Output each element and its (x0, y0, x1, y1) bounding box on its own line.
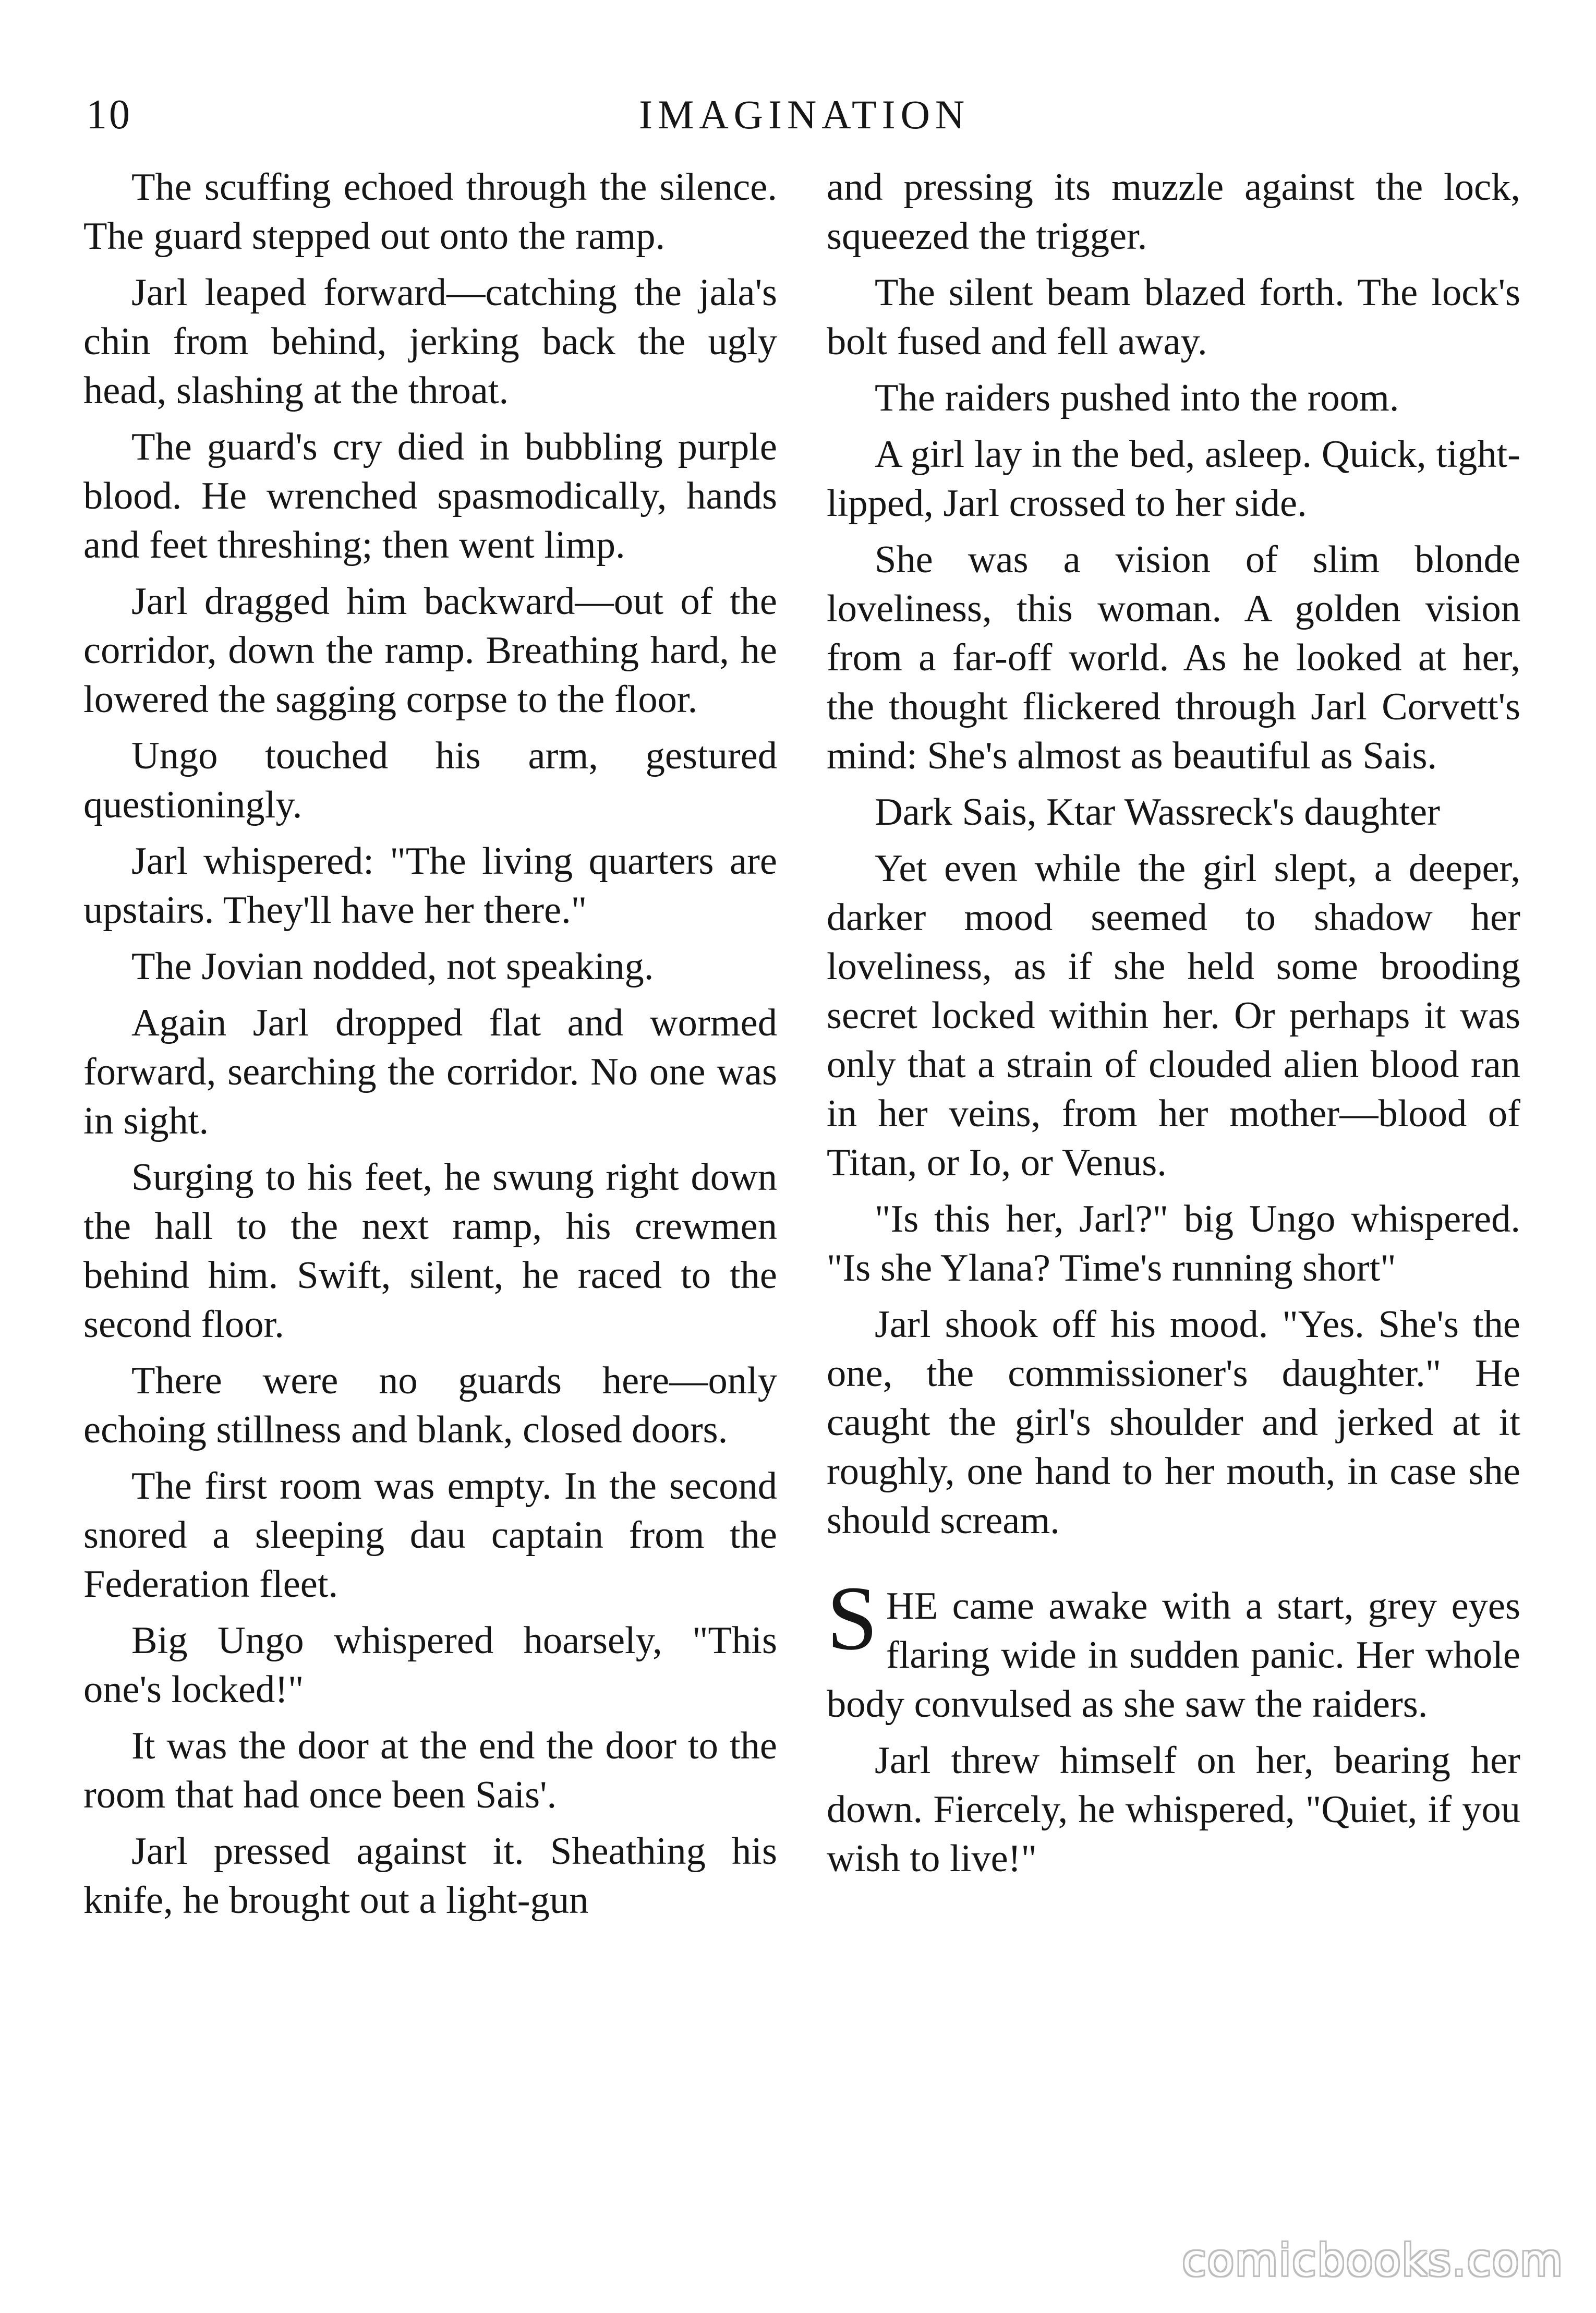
paragraph: Jarl leaped forward—catching the jala's chin from behind, jerking back the ugly head, slashing at the throat. (83, 271, 777, 412)
paragraph: Again Jarl dropped flat and wormed forward, searching the corridor. No one was in sight. (83, 1002, 777, 1142)
paragraph: It was the door at the end the door to the room that had once been Sais'. (83, 1725, 777, 1816)
paragraph: She was a vision of slim blonde loveliness, this woman. A golden vision from a far-off world. As he looked at her, the thought flickered through Jarl Corvett's mind: She's almost as beautiful as Sais. (827, 538, 1520, 777)
paragraph: Jarl pressed against it. Sheathing his knife, he brought out a light-gun (83, 1830, 777, 1922)
paragraph: Yet even while the girl slept, a deeper, darker mood seemed to shadow her loveliness, as if she held some brooding secret locked within her. Or perhaps it was only that a strain of clouded alien blood ran in her veins, from her mother—blood of Titan, or Io, or Venus. (827, 847, 1520, 1184)
paragraph: Jarl dragged him backward—out of the corridor, down the ramp. Breathing hard, he lowered the sagging corpse to the floor. (83, 580, 777, 721)
watermark-logo: comicbooks.com (1182, 2235, 1564, 2286)
paragraph: Jarl shook off his mood. "Yes. She's the one, the commissioner's daughter." He caught the girl's shoulder and jerked at it roughly, one hand to her mouth, in case she should scream. (827, 1303, 1520, 1542)
paragraph: The raiders pushed into the room. (875, 377, 1399, 419)
running-head: IMAGINATION (639, 92, 970, 137)
paragraph: Jarl whispered: "The living quarters are upstairs. They'll have her there." (83, 840, 777, 932)
paragraph: Ungo touched his arm, gestured questioningly. (83, 734, 777, 826)
page-number: 10 (86, 92, 132, 138)
paragraph: There were no guards here—only echoing stillness and blank, closed doors. (83, 1359, 777, 1451)
paragraph: The guard's cry died in bubbling purple blood. He wrenched spasmodically, hands and feet threshing; then went limp. (83, 426, 777, 567)
right-column (827, 163, 1520, 1890)
paragraph: Jarl threw himself on her, bearing her down. Fiercely, he whispered, "Quiet, if you wish to live!" (827, 1739, 1520, 1880)
paragraph-continued: and pressing its muzzle against the lock, squeezed the trigger. (827, 166, 1520, 258)
section-opening-paragraph (827, 1568, 1520, 1729)
paragraph: "Is this her, Jarl?" big Ungo whispered. "Is she Ylana? Time's running short" (827, 1198, 1520, 1290)
paragraph: The Jovian nodded, not speaking. (131, 945, 654, 988)
page-header (0, 91, 1596, 138)
section-opening-text: HE came awake with a start, grey eyes flaring wide in sudden panic. Her whole body convulsed as she saw the raiders. (827, 1585, 1520, 1726)
paragraph: The first room was empty. In the second snored a sleeping dau captain from the Federation fleet. (83, 1465, 777, 1606)
paragraph: Big Ungo whispered hoarsely, "This one's locked!" (83, 1619, 777, 1711)
drop-cap: S (827, 1568, 878, 1669)
paragraph: The scuffing echoed through the silence. The guard stepped out onto the ramp. (83, 166, 777, 258)
paragraph: The silent beam blazed forth. The lock's bolt fused and fell away. (827, 271, 1520, 363)
paragraph: Dark Sais, Ktar Wassreck's daughter (875, 791, 1440, 834)
paragraph: A girl lay in the bed, asleep. Quick, tight-lipped, Jarl crossed to her side. (827, 433, 1520, 525)
paragraph: Surging to his feet, he swung right down the hall to the next ramp, his crewmen behind him. Swift, silent, he raced to the second floor. (83, 1156, 777, 1346)
left-column (83, 163, 777, 1932)
